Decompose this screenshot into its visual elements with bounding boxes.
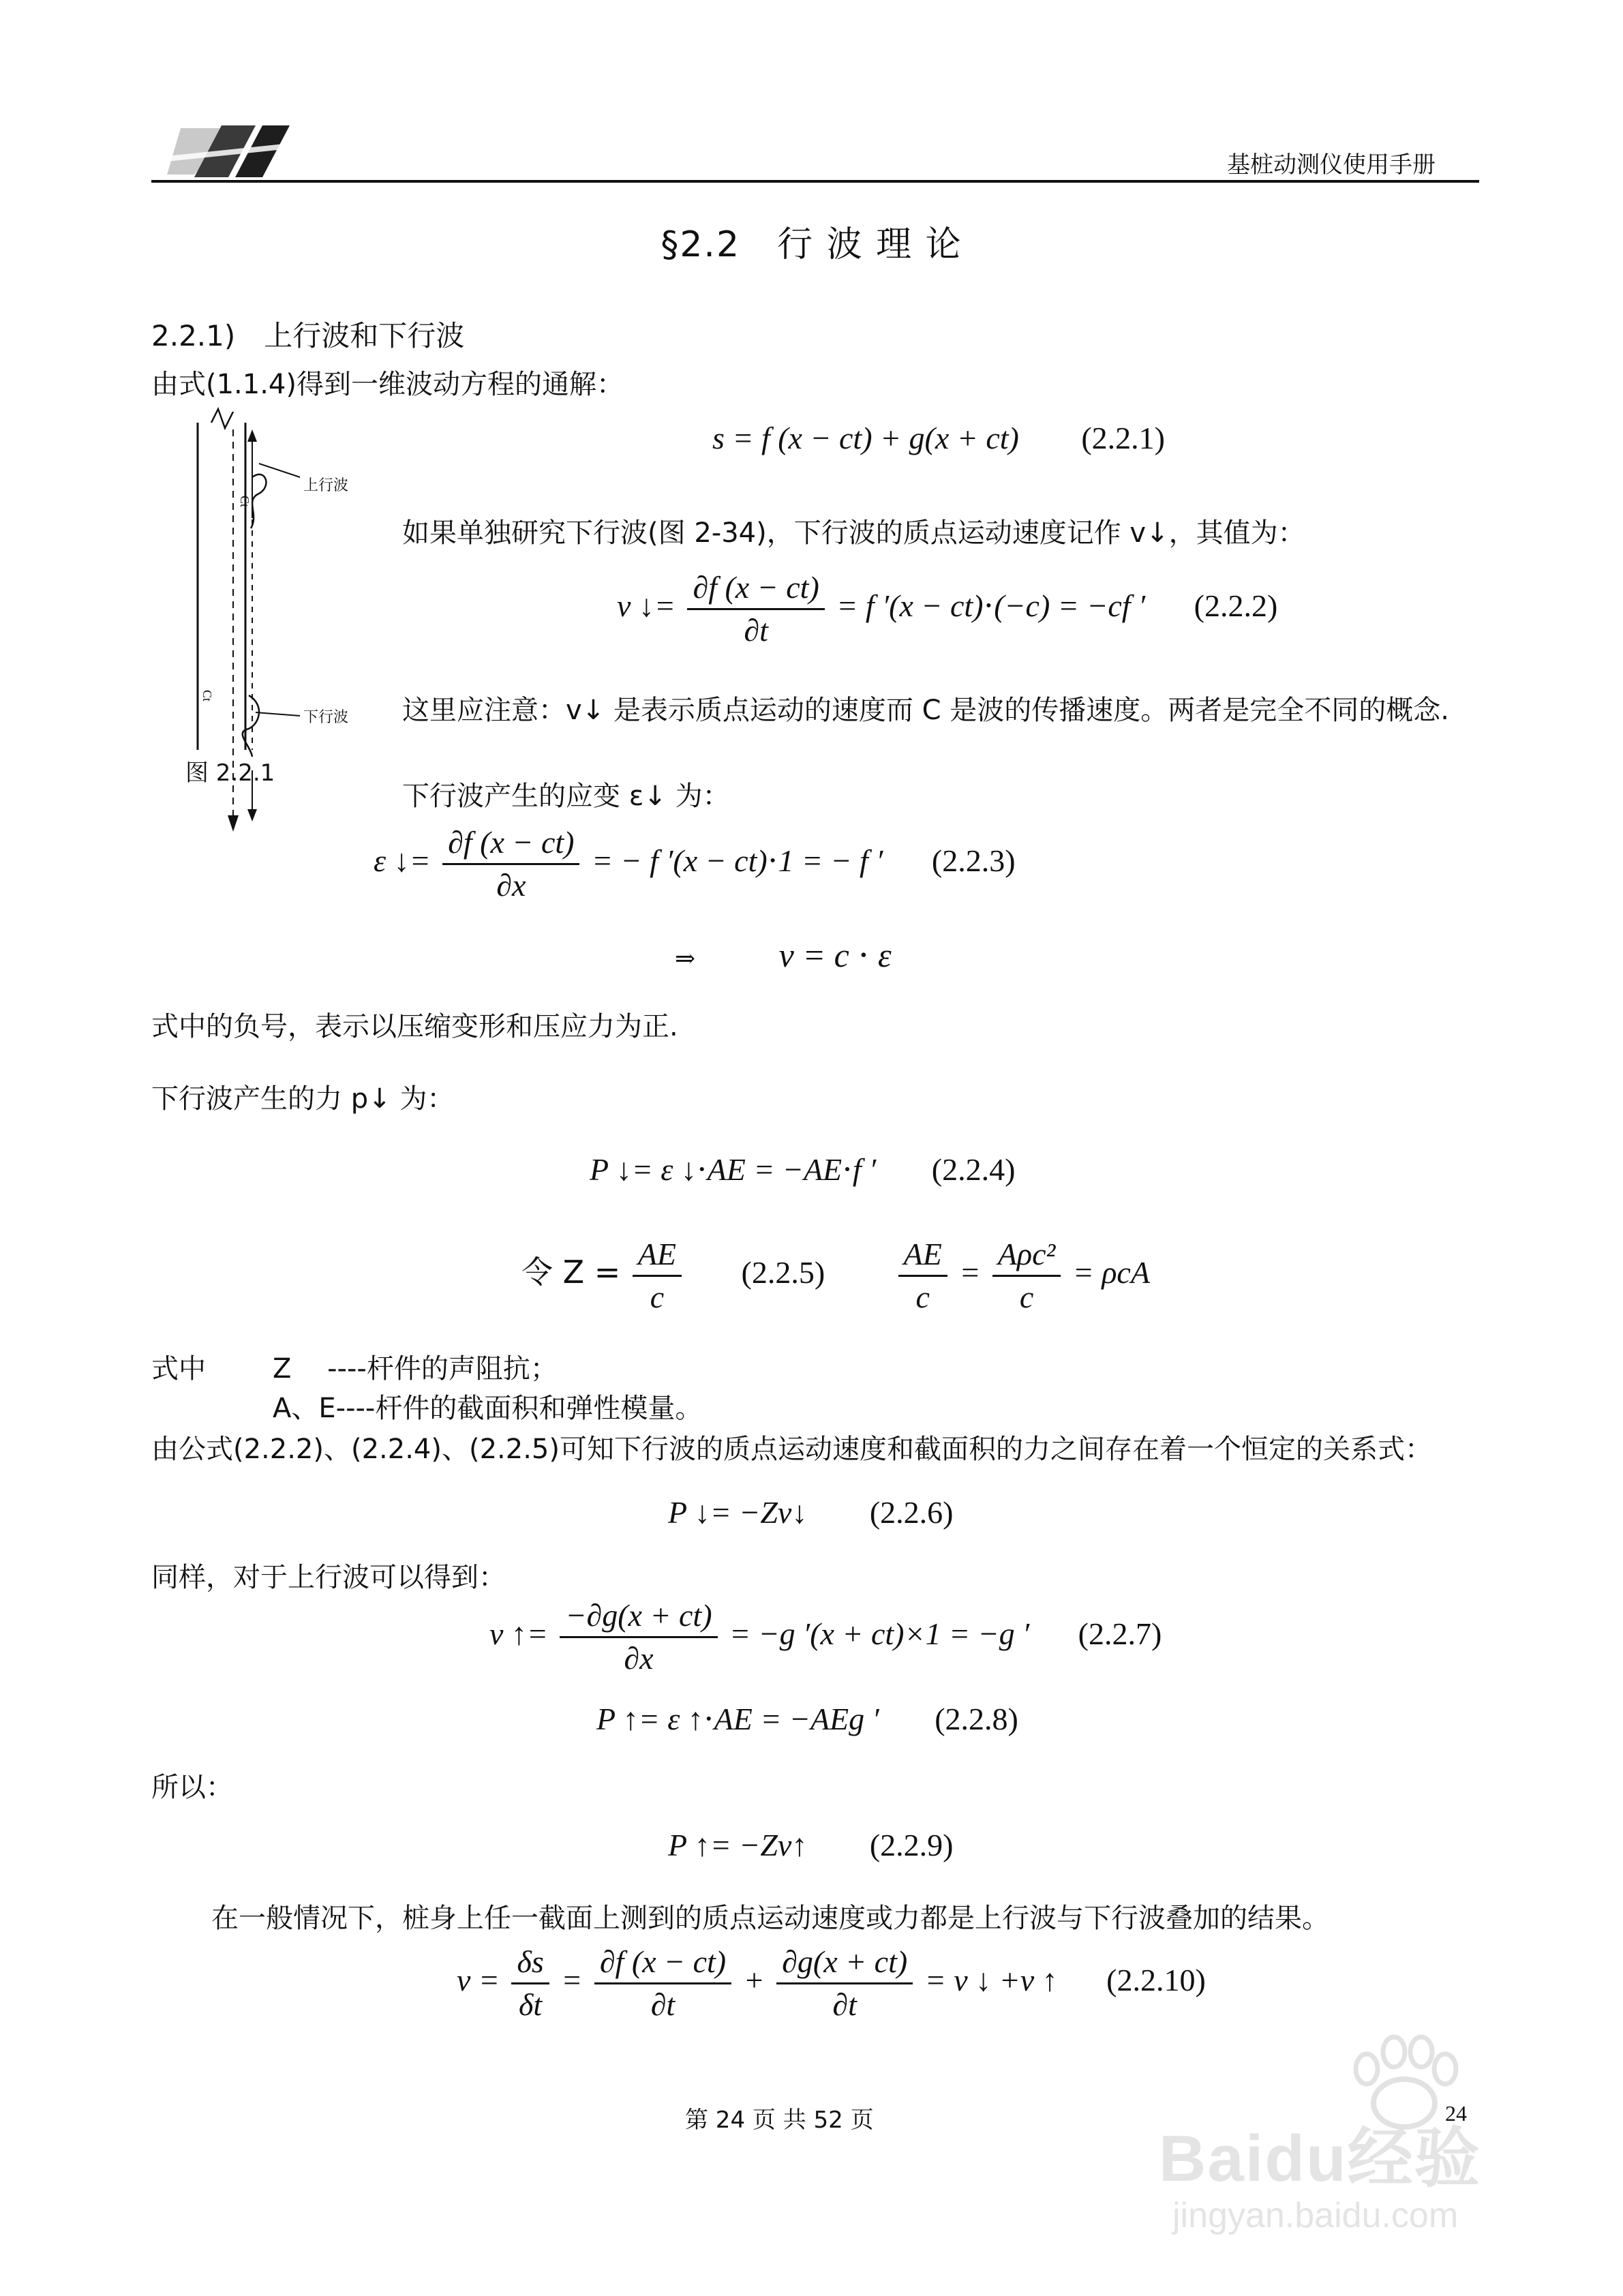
equation-2-2-5 (521, 1234, 1150, 1318)
equation-number: (2.2.4) (931, 1152, 1016, 1187)
implies-symbol: ⇒ (675, 945, 696, 972)
paragraph-8: 所以： (151, 1772, 233, 1803)
eq-fraction (687, 567, 824, 651)
eq-fraction-2 (594, 1942, 731, 2025)
equation-number: (2.2.7) (1078, 1616, 1162, 1652)
header-title: 基桩动测仪使用手册 (1227, 151, 1436, 179)
equation-body: P ↑= −Zv↑ (668, 1828, 808, 1862)
equation-number: (2.2.5) (741, 1255, 825, 1290)
equation-number: (2.2.2) (1194, 588, 1278, 624)
eq-fraction (560, 1595, 717, 1679)
eq-lhs: v = (457, 1963, 500, 1998)
section-title: §2.2 行 波 理 论 (661, 224, 962, 265)
eq-equals: = (959, 1255, 981, 1290)
eq-denominator: c (1019, 1280, 1034, 1314)
eq-rhs: = −g ′(x + ct)×1 = −g ′ (729, 1616, 1030, 1652)
equation-2-2-3 (374, 822, 1016, 906)
eq-numerator: ∂g(x + ct) (776, 1942, 913, 1984)
where-label: 式中 (151, 1353, 206, 1385)
equation-2-2-7 (489, 1595, 1162, 1679)
equation-number: (2.2.1) (1081, 421, 1165, 455)
watermark (1159, 2031, 1541, 2256)
eq-rhs: = ρcA (1072, 1255, 1150, 1290)
logo-graphic (153, 115, 310, 183)
footer-page-text: 第 24 页 共 52 页 (685, 2106, 874, 2134)
eq-numerator: ∂f (x − ct) (442, 822, 579, 865)
equation-2-2-1 (712, 420, 1165, 456)
equation-implication (675, 935, 892, 975)
equation-body: P ↑= ε ↑⋅AE = −AEg ′ (596, 1702, 879, 1736)
header-logo (153, 115, 310, 183)
paragraph-5: 下行波产生的力 p↓ 为： (151, 1083, 455, 1115)
paragraph-4: 式中的负号，表示以压缩变形和压应力为正. (151, 1011, 678, 1042)
paragraph-2: 这里应注意：v↓ 是表示质点运动的速度而 C 是波的传播速度。两者是完全不同的概念. (402, 695, 1449, 726)
eq-fraction-3 (776, 1942, 913, 2025)
eq-lhs: ε ↓= (374, 843, 431, 879)
eq-lhs: v ↑= (489, 1616, 548, 1652)
equation-2-2-9 (668, 1827, 954, 1863)
equation-2-2-4 (590, 1151, 1015, 1188)
equation-number: (2.2.3) (931, 843, 1016, 879)
subsection-title: 2.2.1) 上行波和下行波 (151, 319, 465, 352)
label-downgoing: 下行波 (303, 709, 349, 726)
equation-body: P ↓= −Zv↓ (668, 1495, 808, 1530)
eq-denominator: c (915, 1280, 930, 1314)
watermark-brand: Baidu经验 (1159, 2122, 1481, 2195)
equation-body: s = f (x − ct) + g(x + ct) (712, 421, 1019, 455)
eq-lhs: v ↓= (617, 588, 676, 624)
eq-denominator: ∂t (650, 1987, 676, 2022)
paragraph-1: 如果单独研究下行波(图 2-34)，下行波的质点运动速度记作 v↓，其值为： (402, 517, 1305, 549)
footer-page-number: 24 (1445, 2101, 1467, 2126)
eq-denominator: c (650, 1280, 665, 1314)
eq-rhs: = − f ′(x − ct)⋅1 = − f ′ (591, 843, 883, 879)
equation-body: P ↓= ε ↓⋅AE = −AE⋅f ′ (590, 1152, 877, 1187)
eq-numerator: ∂f (x − ct) (687, 567, 824, 610)
paragraph-6: 由公式(2.2.2)、(2.2.4)、(2.2.5)可知下行波的质点运动速度和截面积的力之间存在着一个恒定的关系式： (151, 1434, 1432, 1465)
eq-fraction (442, 822, 579, 906)
equation-number: (2.2.10) (1106, 1963, 1206, 1998)
where-z: Z ----杆件的声阻抗； (273, 1353, 558, 1385)
eq-denominator: δt (519, 1987, 543, 2022)
eq-lhs: 令 Z = (521, 1254, 621, 1291)
equation-2-2-2 (617, 567, 1277, 651)
equation-number: (2.2.9) (869, 1828, 954, 1862)
eq-numerator: −∂g(x + ct) (560, 1595, 717, 1638)
eq-numerator: AE (633, 1234, 682, 1277)
paragraph-3: 下行波产生的应变 ε↓ 为： (402, 781, 730, 812)
eq-denominator: ∂t (744, 613, 768, 648)
eq-fraction-3 (992, 1234, 1061, 1318)
eq-denominator: ∂x (624, 1641, 654, 1676)
equation-number: (2.2.8) (935, 1702, 1018, 1736)
eq-fraction-1 (511, 1942, 549, 2025)
watermark-url: jingyan.baidu.com (1172, 2196, 1459, 2235)
header-rule (151, 180, 1479, 183)
eq-equals: = (561, 1963, 583, 1998)
paragraph-9: 在一般情况下，桩身上任一截面上测到的质点运动速度或力都是上行波与下行波叠加的结果。 (211, 1903, 1329, 1934)
equation-2-2-8 (596, 1700, 1018, 1737)
eq-plus: + (743, 1963, 765, 1998)
eq-fraction-1 (633, 1234, 682, 1318)
eq-rhs: = v ↓ +v ↑ (924, 1963, 1058, 1998)
intro-text: 由式(1.1.4)得到一维波动方程的通解： (151, 369, 624, 400)
eq-rhs: = f ′(x − ct)⋅(−c) = −cf ′ (836, 588, 1146, 624)
figure-caption: 图 2.2.1 (185, 759, 275, 787)
eq-numerator: ∂f (x − ct) (594, 1942, 731, 1984)
eq-denominator: ∂x (496, 868, 526, 903)
equation-2-2-6 (668, 1494, 954, 1530)
label-ct-top: Ct (238, 495, 252, 508)
eq-numerator: Aρc² (992, 1234, 1061, 1277)
equation-body: v = c ⋅ ε (778, 936, 892, 974)
eq-numerator: AE (898, 1234, 947, 1277)
equation-2-2-10 (457, 1942, 1206, 2025)
eq-fraction-2 (898, 1234, 947, 1318)
where-ae: A、E----杆件的截面积和弹性模量。 (273, 1393, 703, 1424)
equation-number: (2.2.6) (869, 1495, 954, 1530)
label-ct-bottom: Ct (200, 689, 215, 702)
eq-denominator: ∂t (832, 1987, 857, 2022)
eq-numerator: δs (511, 1942, 549, 1984)
label-upgoing: 上行波 (303, 477, 349, 494)
paragraph-7: 同样，对于上行波可以得到： (151, 1562, 506, 1593)
